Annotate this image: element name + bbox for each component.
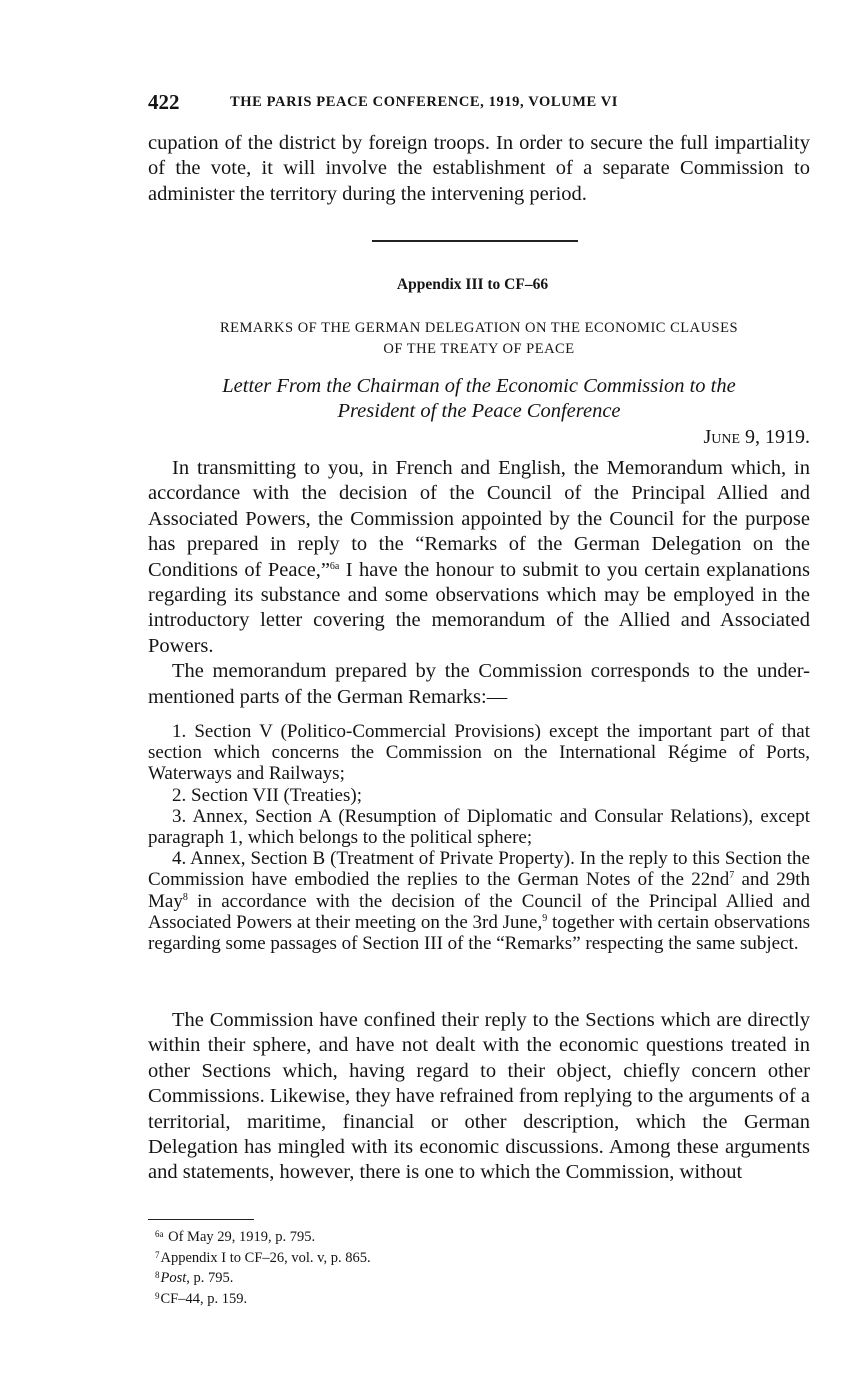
letter-title-line2: President of the Peace Conference [337,400,621,422]
list-item: 3. Annex, Section A (Resumption of Diplomatic and Consular Relations), except paragraph 1, which belongs to the political sphere; [148,805,810,849]
section-divider [372,240,578,242]
letter-title-line1: Letter From the Chairman of the Economic Commission to the [222,375,736,397]
paragraph-transmitting [148,456,810,659]
list-item [148,848,810,954]
footnote-ref-7: 7 [729,870,735,882]
footnote-text: Of May 29, 1919, p. 795. [168,1229,316,1245]
carryover-text: cupation of the district by foreign troops. In order to secure the full impartiality of the vote, it will involve the establishment of a separate Commission to administer the territory during the intervening period. [148,132,810,205]
letter-title [148,374,810,424]
appendix-title-text: Appendix III to CF–66 [396,276,549,293]
carryover-paragraph [148,131,810,207]
paragraph-transmitting-text-b: I have the honour to submit to you certain explanations regarding its substance and some observations which may be employed in the introductory letter covering the memorandum of the Allied and Associated Powers. [148,558,810,657]
footnote-text: Appendix I to CF–26, vol. v, p. 865. [160,1249,371,1266]
remarks-title-line1: REMARKS OF THE GERMAN DELEGATION ON THE ECONOMIC CLAUSES [219,320,739,336]
date-rest: 9, 1919. [740,426,810,448]
running-title: THE PARIS PEACE CONFERENCE, 1919, VOLUME VI [230,94,619,110]
footnote-ref-6a: 6a [329,560,340,572]
footnote-text: , p. 795. [186,1270,234,1286]
footnote-8 [155,1267,755,1288]
list-item: 2. Section VII (Treaties); [172,784,362,806]
footnotes [155,1226,755,1308]
footnote-7 [155,1247,755,1268]
footnote-mark: 8 [155,1270,160,1280]
footnote-italic: Post [160,1270,187,1286]
page-number: 422 [148,90,180,114]
list-item-4-text-c: in accordance with the decision of the Council of the Principal Allied and Associated Powers at their meeting on the 3rd June, [148,890,810,933]
letter-body [148,456,810,710]
footnote-mark: 7 [155,1249,160,1260]
paragraph-transmitting-text-a: In transmitting to you, in French and English, the Memorandum which, in accordance with the decision of the Council of the Principal Allied and Associated Powers, the Commission appointed by the Council for the purpose has prepared in reply to the “Remarks of the German Delegation on the Conditions of Peace,” [148,457,810,581]
footnote-text: CF–44, p. 159. [160,1290,248,1307]
letter-body-continued [148,1008,810,1186]
list-item: 1. Section V (Politico-Commercial Provisions) except the important part of that section which concerns the Commission on the International Régime of Ports, Waterways and Railways; [148,721,810,785]
remarks-title-line2: OF THE TREATY OF PEACE [383,341,575,357]
appendix-title [0,276,861,294]
sections-list [148,721,810,954]
footnote-6a [155,1226,755,1247]
page-header [148,90,810,114]
letter-date [703,426,810,449]
footnote-mark: 9 [155,1290,160,1301]
footnote-ref-8: 8 [182,891,188,903]
date-month: June [703,426,740,448]
paragraph-memorandum: The memorandum prepared by the Commission corresponds to the under-mentioned parts of the German Remarks:— [148,660,810,708]
footnote-ref-9: 9 [542,912,548,924]
footnote-mark: 6a [155,1229,164,1239]
footnote-9 [155,1288,755,1309]
paragraph-confined: The Commission have confined their reply to the Sections which are directly within their sphere, and have not dealt with the economic questions treated in other Sections which, having regard to their object, chiefly concern other Commissions. Likewise, they have refrained from replying to the arguments of a territorial, maritime, financial or other description, which the German Delegation has mingled with its economic discussions. Among these arguments and statements, however, there is one to which the Commission, without [148,1009,810,1184]
footnote-divider [148,1219,254,1220]
list-item-4-text-b: and 29th May [148,869,811,912]
list-item-4-text-a: 4. Annex, Section B (Treatment of Private Property). In the reply to this Section the Commission have embodied the replies to the German Notes of the 22nd [148,848,810,891]
remarks-title [148,318,810,360]
list-item-4-text-d: together with certain observations regarding some passages of Section III of the “Remarks” respecting the same subject. [148,911,810,955]
